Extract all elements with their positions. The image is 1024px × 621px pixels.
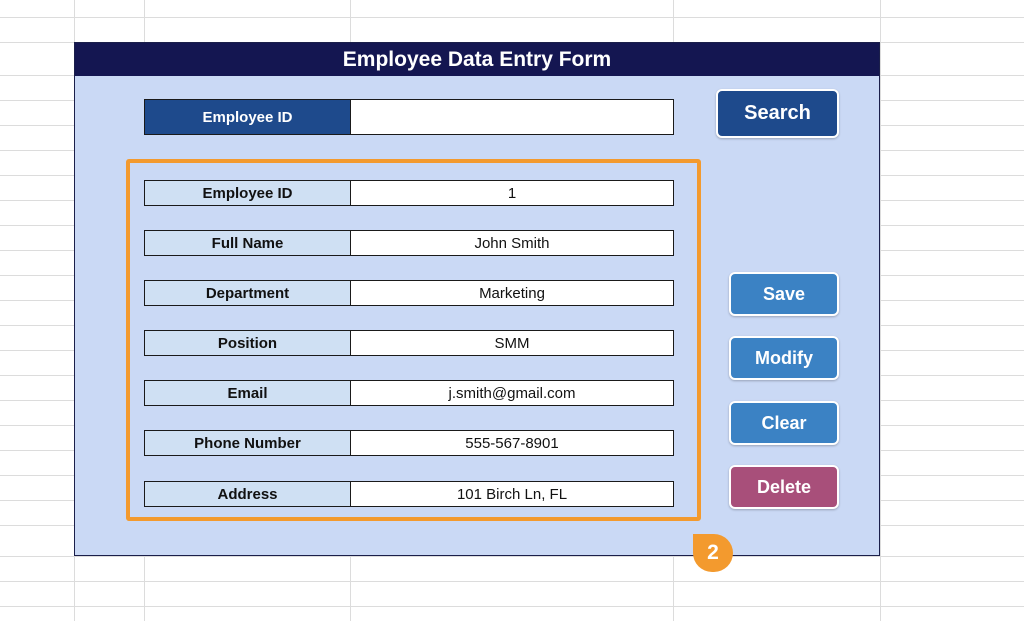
field-label: Address bbox=[144, 481, 351, 507]
highlight-box bbox=[126, 159, 701, 521]
search-employee-id-input[interactable] bbox=[351, 99, 674, 135]
full-name-field[interactable]: John Smith bbox=[351, 230, 674, 256]
form-title: Employee Data Entry Form bbox=[75, 43, 879, 76]
modify-button[interactable]: Modify bbox=[729, 336, 839, 380]
email-field[interactable]: j.smith@gmail.com bbox=[351, 380, 674, 406]
clear-button[interactable]: Clear bbox=[729, 401, 839, 445]
field-label: Phone Number bbox=[144, 430, 351, 456]
address-field[interactable]: 101 Birch Ln, FL bbox=[351, 481, 674, 507]
department-field[interactable]: Marketing bbox=[351, 280, 674, 306]
search-row bbox=[144, 99, 674, 135]
callout-badge: 2 bbox=[693, 534, 733, 572]
search-button[interactable]: Search bbox=[716, 89, 839, 138]
field-label: Email bbox=[144, 380, 351, 406]
field-label: Position bbox=[144, 330, 351, 356]
search-employee-id-label: Employee ID bbox=[144, 99, 351, 135]
field-label: Employee ID bbox=[144, 180, 351, 206]
position-field[interactable]: SMM bbox=[351, 330, 674, 356]
save-button[interactable]: Save bbox=[729, 272, 839, 316]
field-label: Department bbox=[144, 280, 351, 306]
phone-number-field[interactable]: 555-567-8901 bbox=[351, 430, 674, 456]
employee-id-field[interactable]: 1 bbox=[351, 180, 674, 206]
field-label: Full Name bbox=[144, 230, 351, 256]
delete-button[interactable]: Delete bbox=[729, 465, 839, 509]
